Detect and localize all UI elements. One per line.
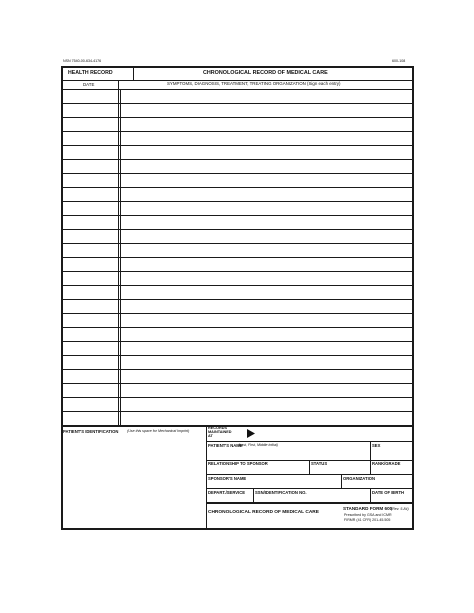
status-label: STATUS xyxy=(311,461,328,466)
dob-divider xyxy=(370,488,371,502)
header-divider xyxy=(133,66,134,80)
entry-line xyxy=(61,285,414,286)
entry-line xyxy=(61,215,414,216)
entry-line xyxy=(61,243,414,244)
entry-line xyxy=(61,187,414,188)
form-top-border xyxy=(61,66,414,68)
entry-line xyxy=(61,355,414,356)
organization-label: ORGANIZATION xyxy=(343,476,376,481)
entry-line xyxy=(61,411,414,412)
entry-line xyxy=(61,341,414,342)
standard-form-label: STANDARD FORM 600 xyxy=(343,506,393,511)
patient-name-note: (Last, First, Middle initial) xyxy=(238,443,278,447)
entry-line xyxy=(61,313,414,314)
entry-line xyxy=(61,159,414,160)
rank-divider xyxy=(370,460,371,474)
symptoms-column-header: SYMPTOMS, DIAGNOSIS, TREATMENT, TREATING ORGANIZATION (Sign each entry) xyxy=(167,81,341,86)
ssn-label: SSN/IDENTIFICATION NO. xyxy=(255,490,307,495)
sex-divider xyxy=(370,441,371,460)
depart-label: DEPART./SERVICE xyxy=(208,490,246,495)
entry-line xyxy=(61,397,414,398)
patient-id-label: PATIENT'S IDENTIFICATION xyxy=(63,429,119,434)
entry-line xyxy=(61,103,414,104)
form-title: CHRONOLOGICAL RECORD OF MEDICAL CARE xyxy=(203,70,328,76)
entry-line xyxy=(61,327,414,328)
form-bottom-border xyxy=(61,528,414,530)
revision-label: (Rev. 5-84) xyxy=(391,506,409,511)
prescribed-by: Prescribed by GSA and ICMR xyxy=(344,513,392,517)
entry-line xyxy=(61,257,414,258)
form-code: 600-108 xyxy=(392,59,406,63)
relationship-label: RELATIONSHIP TO SPONSOR xyxy=(208,461,268,466)
nsn-number: NSN 7540-00-634-4176 xyxy=(63,59,102,63)
footer-title: CHRONOLOGICAL RECORD OF MEDICAL CARE xyxy=(208,510,319,515)
entry-line xyxy=(61,173,414,174)
patient-id-note: (Use this space for Mechanical Imprint) xyxy=(127,429,190,433)
records-line xyxy=(206,441,414,442)
entry-line xyxy=(61,117,414,118)
organization-divider xyxy=(341,474,342,488)
medical-care-form xyxy=(61,60,414,530)
health-record-label: HEALTH RECORD xyxy=(68,70,113,76)
entry-line xyxy=(61,271,414,272)
ssn-divider xyxy=(253,488,254,502)
entry-line xyxy=(61,201,414,202)
date-column-header: DATE xyxy=(83,82,95,87)
records-maintained-label: RECORDS MAINTAINED AT xyxy=(208,426,232,439)
entry-line xyxy=(61,229,414,230)
form-left-border xyxy=(61,66,63,530)
entry-line xyxy=(61,131,414,132)
column-header-line xyxy=(61,89,414,90)
relationship-line xyxy=(206,474,414,475)
entry-line xyxy=(61,369,414,370)
firmr-reference: FIRMR (41 CFR) 201-45.505 xyxy=(344,518,391,522)
dob-label: DATE OF BIRTH xyxy=(372,490,405,495)
sponsor-line xyxy=(206,488,414,489)
sex-label: SEX xyxy=(372,443,381,448)
patient-name-label: PATIENT'S NAME xyxy=(208,443,243,448)
entry-line xyxy=(61,299,414,300)
entry-area-bottom xyxy=(61,425,414,427)
entry-line xyxy=(61,145,414,146)
sponsor-name-label: SPONSOR'S NAME xyxy=(208,476,247,481)
records-arrow-icon xyxy=(247,429,255,438)
rank-label: RANK/GRADE xyxy=(372,461,401,466)
depart-line xyxy=(206,502,414,504)
status-divider xyxy=(309,460,310,474)
entry-line xyxy=(61,383,414,384)
